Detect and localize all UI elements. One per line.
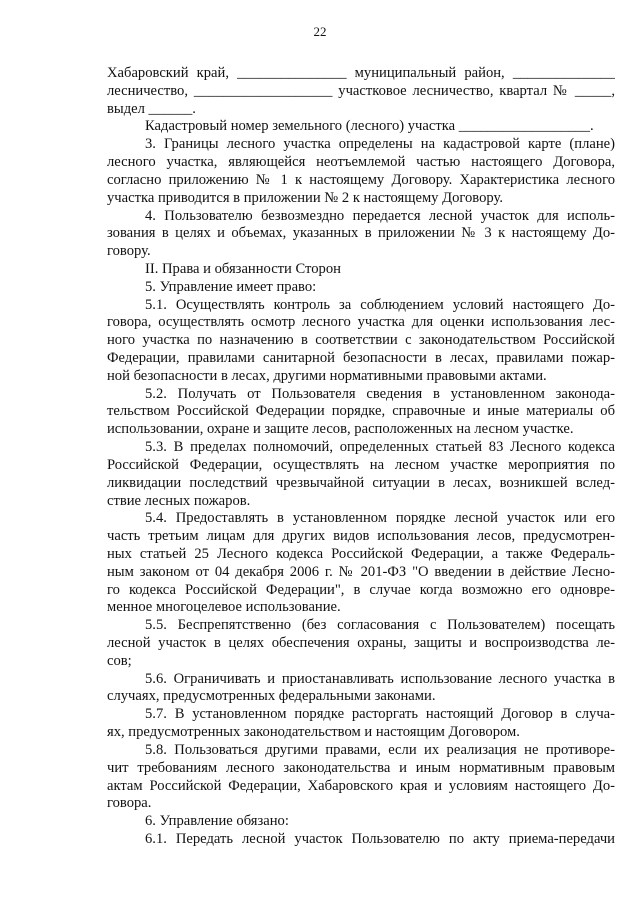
text-line: ного участка по назначению в соответствии с законодательством Российской [107,332,615,348]
text-line: 5.8. Пользоваться другими правами, если их реализация не противоре- [145,742,615,758]
text-line: ствие лесных пожаров. [107,493,251,509]
text-line: говора, осуществлять осмотр лесного участка для оценки использования лес- [107,314,615,330]
text-line: выдел ______. [107,101,196,117]
text-line: участка приводится в приложении № 2 к настоящему Договору. [107,190,503,206]
text-line: говора. [107,795,152,811]
text-line: использовании, охране и защите лесов, расположенных на лесном участке. [107,421,574,437]
text-line: 6. Управление обязано: [145,813,289,829]
text-line: Российской Федерации, осуществлять на лесном участке мероприятия по [107,457,615,473]
text-line: актам Российской Федерации, Хабаровского края и условиям настоящего До- [107,778,615,794]
text-line: 5.7. В установленном порядке расторгать настоящий Договор в случа- [145,706,615,722]
text-line: 4. Пользователю безвозмездно передается лесной участок для исполь- [145,208,615,224]
text-line: Хабаровский край, _______________ муниципальный район, ______________ [107,65,615,81]
text-line: ной безопасности в лесах, другими нормативными правовыми актами. [107,368,547,384]
text-line: ных статьей 25 Лесного кодекса Российской Федерации, а также Федераль- [107,546,615,562]
text-line: Кадастровый номер земельного (лесного) участка __________________. [145,118,594,134]
text-line: согласно приложению № 1 к настоящему Договору. Характеристика лесного [107,172,615,188]
text-line: Федерации, правилами санитарной безопасности в лесах, правилами пожар- [107,350,615,366]
text-line: чит требованиям лесного законодательства и иным нормативным правовым [107,760,615,776]
text-line: го кодекса Российской Федерации", в случае когда возможно его одновре- [107,582,615,598]
text-line: 3. Границы лесного участка определены на кадастровой карте (плане) [145,136,615,152]
text-line: 5.3. В пределах полномочий, определенных статьей 83 Лесного кодекса [145,439,615,455]
text-line: зования в целях и объемах, указанных в приложении № 3 к настоящему До- [107,225,615,241]
text-line: 5.5. Беспрепятственно (без согласования с Пользователем) посещать [145,617,615,633]
text-line: 6.1. Передать лесной участок Пользователю по акту приема-передачи [145,831,615,847]
text-line: 5.6. Ограничивать и приостанавливать использование лесного участка в [145,671,615,687]
text-line: ях, предусмотренных законодательством и настоящим Договором. [107,724,520,740]
text-line: часть третьим лицам для других видов использования лесов, предусмотрен- [107,528,615,544]
text-line: II. Права и обязанности Сторон [145,261,341,277]
text-line: сов; [107,653,132,669]
text-line: 5.1. Осуществлять контроль за соблюдением условий настоящего До- [145,297,615,313]
text-line: говору. [107,243,151,259]
text-line: тельством Российской Федерации порядке, справочные и иные материалы об [107,403,615,419]
text-line: лесного участка, являющейся неотъемлемой частью настоящего Договора, [107,154,615,170]
text-line: 5.2. Получать от Пользователя сведения в установленном законода- [145,386,615,402]
text-line: ликвидации последствий чрезвычайной ситуации в лесах, возникшей вслед- [107,475,615,491]
text-line: менное многоцелевое использование. [107,599,341,615]
text-line: лесной участок в целях обеспечения охраны, защиты и воспроизводства ле- [107,635,615,651]
text-line: 5.4. Предоставлять в установленном порядке лесной участок или его [145,510,615,526]
text-line: ным законом от 04 декабря 2006 г. № 201-ФЗ "О введении в действие Лесно- [107,564,615,580]
text-line: случаях, предусмотренных федеральными законами. [107,688,436,704]
text-line: 5. Управление имеет право: [145,279,317,295]
page-number: 22 [313,24,327,39]
text-line: лесничество, ___________________ участковое лесничество, квартал № _____, [107,83,615,99]
